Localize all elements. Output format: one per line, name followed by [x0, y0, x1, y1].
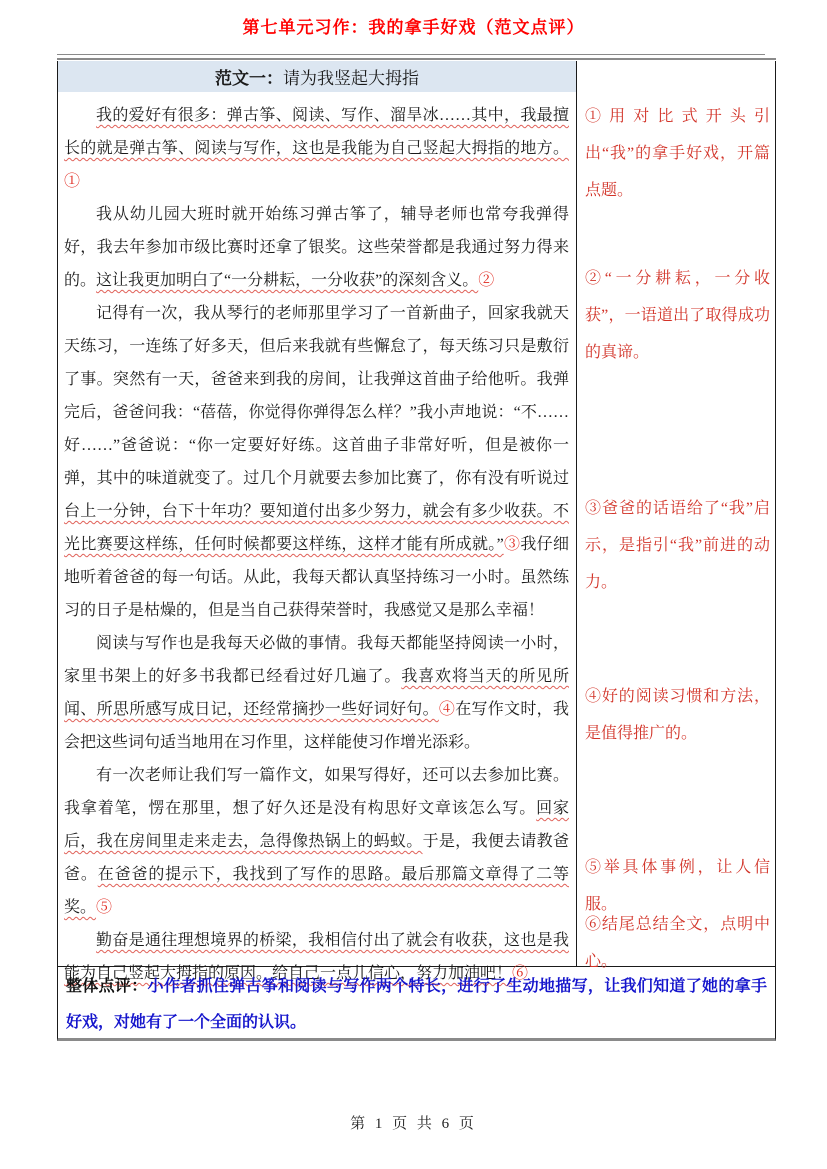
annotation-marker-4: ④	[438, 701, 456, 718]
essay-text: 在写作文时，我会把这些词句适当地用在习作里，这样能使习作增光添彩。	[64, 701, 569, 751]
essay-paragraph	[64, 99, 569, 198]
underlined-sentence: 我的爱好有很多：弹古筝、阅读、写作、溜旱冰……其中，我最擅长的就是弹古筝、阅读与写作，这也是我能为自己竖起大拇指的地方。	[64, 107, 569, 157]
underlined-sentence: 我喜欢将当天的所见所闻、所思所感写成日记，还经常摘抄一些好词好句。	[64, 668, 569, 718]
underlined-sentence: 回家后，我在房间里走来走去，急得像热锅上的蚂蚁。	[64, 800, 569, 850]
essay-number-label: 范文一：	[215, 69, 283, 88]
essay-paragraph	[64, 297, 569, 627]
essay-text-cell	[58, 92, 577, 982]
page-title: 第七单元习作：我的拿手好戏（范文点评）	[242, 18, 585, 37]
essay-text: 阅读与写作也是我每天必做的事情。我每天都能坚持阅读一小时，家里书架上的好多书我都已经看过好几遍了。	[64, 635, 569, 685]
overall-comment-text: 小作者抓住弹古筝和阅读与写作两个特长，进行了生动地描写，让我们知道了她的拿手好戏，对她有了一个全面的认识。	[66, 978, 767, 1031]
annotation-marker-1: ①	[64, 173, 81, 190]
essay-review-table	[57, 61, 776, 1041]
underlined-sentence: 台上一分钟，台下十年功？要知道付出多少努力，就会有多少收获。不光比赛要这样练，任何时候都要这样练，这样才能有所成就。”	[64, 503, 569, 553]
annotation-marker-6: ⑥	[512, 965, 529, 982]
teacher-comment-4: ④好的阅读习惯和方法，是值得推广的。	[585, 688, 770, 742]
essay-paragraph	[64, 627, 569, 759]
page-footer: 第 1 页 共 6 页	[350, 1116, 477, 1132]
table-body-row	[58, 92, 775, 982]
essay-paragraph	[64, 198, 569, 297]
essay-text: 记得有一次，我从琴行的老师那里学习了一首新曲子，回家我就天天练习，一连练了好多天，但后来我就有些懈怠了，每天练习只是敷衍了事。突然有一天，爸爸来到我的房间，让我弹这首曲子给他听。我弹完后，爸爸问我：“蓓蓓，你觉得你弹得怎么样？”我小声地说：“不……好……”爸爸说：“你一定要好好练。这首曲子非常好听，但是被你一弹，其中的味道就变了。过几个月就要去参加比赛了，你有没有听说过	[64, 305, 569, 487]
essay-title-cell	[58, 61, 577, 92]
table-header-row	[58, 61, 775, 92]
underlined-sentence: 这让我更加明白了“一分耕耘，一分收获”的深刻含义。	[96, 272, 479, 289]
annotation-marker-5: ⑤	[96, 899, 113, 916]
teacher-comment-1: ①用对比式开头引出“我”的拿手好戏，开篇点题。	[585, 108, 770, 199]
underlined-sentence: 勤奋是通往理想境界的桥梁，我相信付出了就会有收获，这也是我能为自己竖起大拇指的原因。给自己一点儿信心，努力加油吧！	[64, 932, 569, 982]
essay-text: 我仔细地听着爸爸的每一句话。从此，我每天都认真坚持练习一小时。虽然练习的日子是枯燥的，但是当自己获得荣誉时，我感觉又是那么幸福！	[64, 536, 569, 619]
essay-paragraph	[64, 759, 569, 924]
empty-header-cell	[577, 61, 775, 92]
overall-comment-label: 整体点评：	[66, 978, 148, 995]
teacher-comment-2: ②“一分耕耘，一分收获”，一语道出了取得成功的真谛。	[585, 270, 770, 361]
essay-text: 有一次老师让我们写一篇作文，如果写得好，还可以去参加比赛。我拿着笔，愣在那里，想了好久还是没有构思好文章该怎么写。	[64, 767, 569, 817]
teacher-comment-5: ⑤举具体事例，让人信服。	[585, 859, 770, 913]
teacher-comment-3: ③爸爸的话语给了“我”启示，是指引“我”前进的动力。	[585, 500, 770, 591]
annotation-marker-3: ③	[503, 536, 521, 553]
annotation-marker-2: ②	[478, 272, 495, 289]
underlined-sentence: 在爸爸的提示下，我找到了写作的思路。最后那篇文章得了二等奖。	[64, 866, 569, 916]
horizontal-rule-thick	[57, 58, 776, 60]
essay-title-label: 请为我竖起大拇指	[283, 69, 419, 88]
teacher-comment-6: ⑥结尾总结全文，点明中心。	[585, 916, 770, 970]
essay-text: 我从幼儿园大班时就开始练习弹古筝了，辅导老师也常夸我弹得好，我去年参加市级比赛时还拿了银奖。这些荣誉都是我通过努力得来的。	[64, 206, 569, 289]
essay-text: 于是，我便去请教爸爸。	[64, 833, 569, 883]
horizontal-rule-thin	[57, 54, 765, 55]
teacher-comments-cell	[577, 92, 775, 970]
